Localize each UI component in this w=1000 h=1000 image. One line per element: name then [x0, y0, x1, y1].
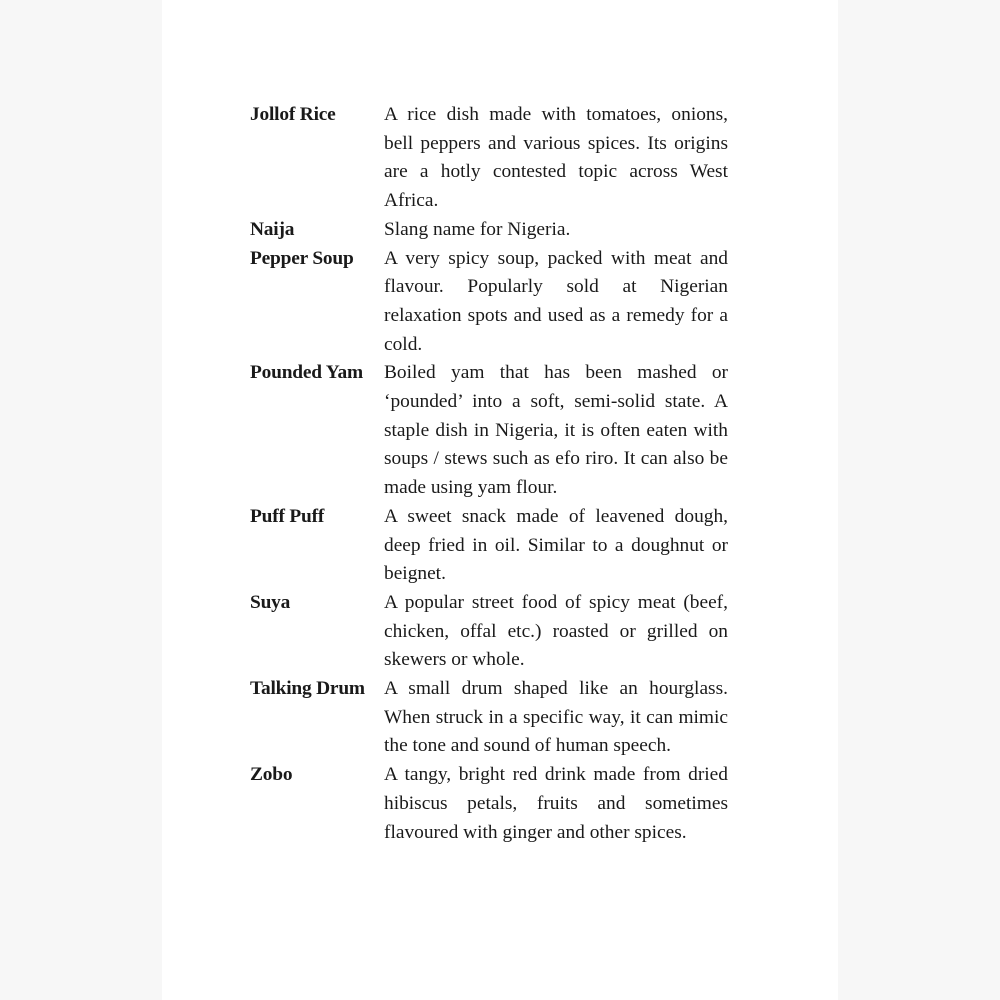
glossary-entry-jollof-rice [250, 101, 728, 216]
glossary-entry-pounded-yam [250, 359, 728, 503]
glossary-term: Naija [250, 218, 295, 240]
glossary-term: Zobo [250, 764, 293, 786]
glossary-entry-zobo [250, 761, 728, 847]
glossary-term: Suya [250, 591, 291, 613]
glossary-definition: A popular street food of spicy meat (beef, chicken, offal etc.) roasted or grilled on skewers or whole. [384, 591, 728, 671]
glossary-definition: A very spicy soup, packed with meat and flavour. Popularly sold at Nigerian relaxation spots and used as a remedy for a cold. [384, 247, 728, 355]
glossary-definition: A rice dish made with tomatoes, onions, bell peppers and various spices. Its origins are a hotly contested topic across West Africa. [384, 104, 728, 212]
glossary-definition: Boiled yam that has been mashed or ‘pounded’ into a soft, semi-solid state. A staple dish in Nigeria, it is often eaten with soups / stews such as efo riro. It can also be made using yam flour. [384, 362, 728, 499]
glossary-term: Pounded Yam [250, 362, 363, 384]
glossary-term: Pepper Soup [250, 247, 354, 269]
glossary-list [250, 101, 728, 847]
glossary-definition: A tangy, bright red drink made from dried hibiscus petals, fruits and sometimes flavoured with ginger and other spices. [384, 764, 728, 843]
glossary-entry-talking-drum [250, 675, 728, 761]
glossary-entry-pepper-soup [250, 245, 728, 360]
glossary-definition: A sweet snack made of leavened dough, deep fried in oil. Similar to a doughnut or beignet. [384, 505, 728, 585]
glossary-entry-naija [250, 216, 728, 245]
glossary-term: Jollof Rice [250, 104, 336, 125]
glossary-term: Puff Puff [250, 505, 325, 527]
glossary-term: Talking Drum [250, 678, 365, 700]
glossary-entry-suya [250, 589, 728, 675]
glossary-definition: A small drum shaped like an hourglass. When struck in a specific way, it can mimic the tone and sound of human speech. [384, 678, 728, 757]
glossary-definition: Slang name for Nigeria. [384, 218, 571, 240]
glossary-entry-puff-puff [250, 503, 728, 589]
